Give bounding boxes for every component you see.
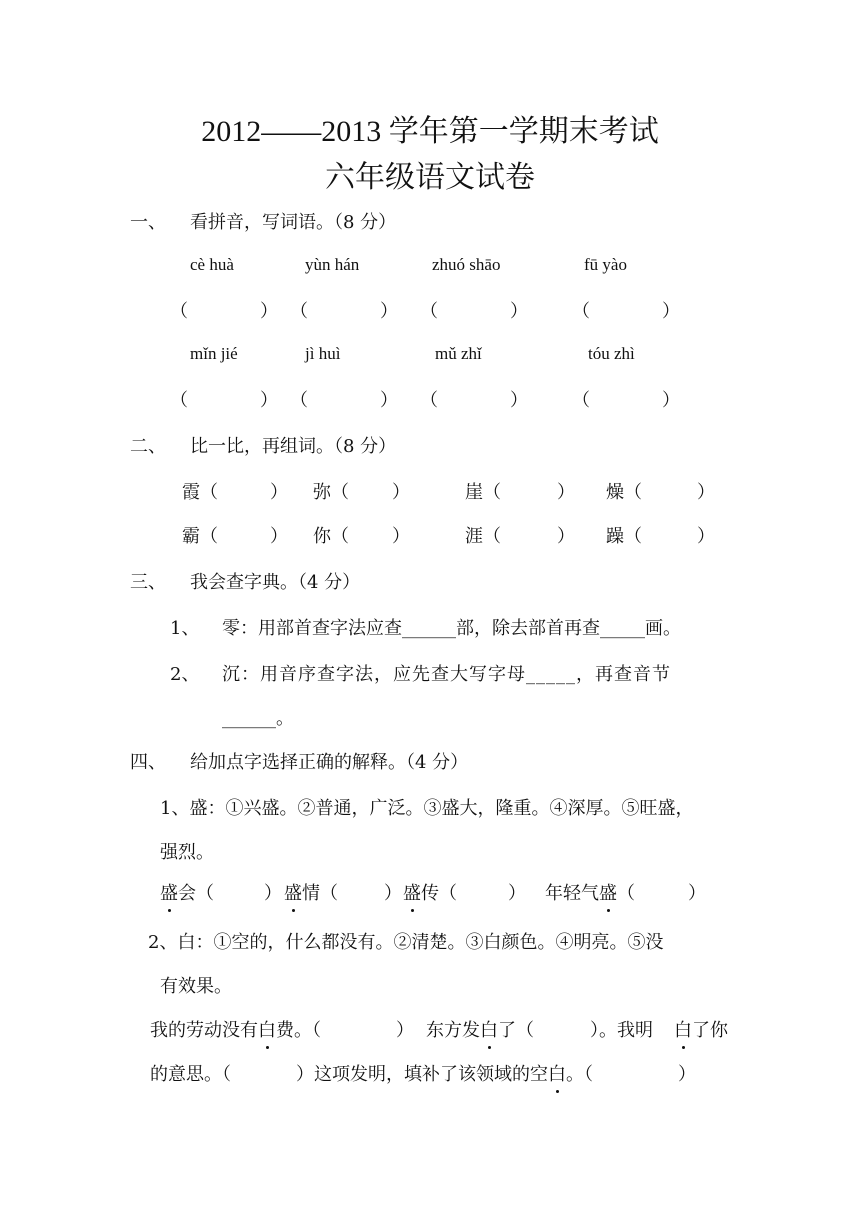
char-item-close: ）: [392, 526, 410, 547]
exam-title-line2: 六年级语文试卷: [325, 160, 535, 195]
q1-number: 一、: [130, 212, 166, 233]
dotted-char: 白: [548, 1060, 566, 1086]
q2-number: 二、: [130, 436, 166, 457]
pinyin-2: yùn hán: [305, 255, 360, 274]
q4-sentence-4-middle: ）这项发明，填补了该领域的空白。（: [296, 1060, 593, 1086]
q3-item1-text: 零：用部首查字法应查______部，除去部首再查_____画。: [222, 618, 681, 639]
char-item: 燥（: [606, 482, 642, 503]
q4-sentence-1-close: ）: [396, 1020, 414, 1041]
q4-word-2-close: ）: [384, 883, 402, 904]
dotted-char: 白: [480, 1016, 498, 1042]
char-item: 霸（: [182, 526, 218, 547]
answer-blank-rp: ）: [260, 390, 278, 411]
q4-word-4: 年轻气盛（: [545, 879, 635, 905]
q4-prompt: 给加点字选择正确的解释。（4 分）: [190, 752, 469, 773]
answer-blank-rp: ）: [380, 301, 398, 322]
q3-prompt: 我会查字典。（4 分）: [190, 572, 361, 593]
answer-blank-lp: （: [170, 301, 188, 322]
pinyin-7: mǔ zhǐ: [435, 344, 482, 363]
char-item: 躁（: [606, 526, 642, 547]
dotted-char: 盛: [599, 879, 617, 905]
q4-word-1-close: ）: [264, 883, 282, 904]
q4-item2-definitions-cont: 有效果。: [160, 976, 232, 997]
q4-sentence-4: 的意思。（: [150, 1064, 231, 1085]
q4-word-1: 盛会（: [160, 879, 214, 905]
answer-blank-lp: （: [290, 390, 308, 411]
q4-sentence-1: 我的劳动没有白费。（: [150, 1016, 321, 1042]
answer-blank-lp: （: [572, 390, 590, 411]
q1-prompt: 看拼音，写词语。（8 分）: [190, 212, 397, 233]
answer-blank-rp: ）: [510, 390, 528, 411]
q4-sentence-2-close: ）。我明: [590, 1020, 653, 1041]
dotted-char: 白: [674, 1016, 692, 1042]
answer-blank-rp: ）: [662, 301, 680, 322]
answer-blank-rp: ）: [260, 301, 278, 322]
pinyin-6: jì huì: [305, 344, 341, 363]
pinyin-8: tóu zhì: [588, 344, 635, 363]
q4-item2-definitions: 2、白：①空的，什么都没有。②清楚。③白颜色。④明亮。⑤没: [148, 932, 664, 953]
char-item: 你（: [313, 526, 349, 547]
q3-item2-cont: ______。: [222, 708, 294, 729]
q4-word-4-close: ）: [688, 883, 706, 904]
q3-number: 三、: [130, 572, 166, 593]
q4-sentence-2: 东方发白了（: [426, 1016, 534, 1042]
dotted-char: 白: [258, 1016, 276, 1042]
answer-blank-lp: （: [170, 390, 188, 411]
q4-number: 四、: [130, 752, 166, 773]
answer-blank-lp: （: [420, 390, 438, 411]
answer-blank-rp: ）: [380, 390, 398, 411]
q3-item1-number: 1、: [170, 618, 200, 639]
exam-title-line1: 2012——2013 学年第一学期末考试: [201, 115, 659, 148]
answer-blank-lp: （: [420, 301, 438, 322]
char-item: 崖（: [465, 482, 501, 503]
q3-item2-number: 2、: [170, 664, 200, 685]
dotted-char: 盛: [160, 879, 178, 905]
pinyin-1: cè huà: [190, 255, 234, 274]
char-item-close: ）: [697, 526, 715, 547]
dotted-char: 盛: [284, 879, 302, 905]
dotted-char: 盛: [403, 879, 421, 905]
char-item-close: ）: [392, 482, 410, 503]
q4-item1-definitions-cont: 强烈。: [160, 842, 214, 863]
pinyin-5: mǐn jié: [190, 344, 238, 363]
char-item-close: ）: [270, 526, 288, 547]
char-item-close: ）: [557, 526, 575, 547]
pinyin-4: fū yào: [584, 255, 627, 274]
pinyin-3: zhuó shāo: [432, 255, 501, 274]
q4-word-3: 盛传（: [403, 879, 457, 905]
q4-item1-definitions: 1、盛：①兴盛。②普通，广泛。③盛大，隆重。④深厚。⑤旺盛，: [160, 798, 694, 819]
q4-sentence-4-close: ）: [678, 1064, 696, 1085]
answer-blank-lp: （: [572, 301, 590, 322]
q4-word-2: 盛情（: [284, 879, 338, 905]
char-item: 霞（: [182, 482, 218, 503]
char-item-close: ）: [270, 482, 288, 503]
char-item-close: ）: [697, 482, 715, 503]
char-item-close: ）: [557, 482, 575, 503]
answer-blank-rp: ）: [510, 301, 528, 322]
q2-prompt: 比一比，再组词。（8 分）: [190, 436, 397, 457]
q3-item2-text: 沉：用音序查字法，应先查大写字母_____，再查音节: [222, 664, 671, 685]
char-item: 涯（: [465, 526, 501, 547]
char-item: 弥（: [313, 482, 349, 503]
q4-sentence-3: 白了你: [674, 1016, 728, 1042]
answer-blank-rp: ）: [662, 390, 680, 411]
answer-blank-lp: （: [290, 301, 308, 322]
q4-word-3-close: ）: [508, 883, 526, 904]
